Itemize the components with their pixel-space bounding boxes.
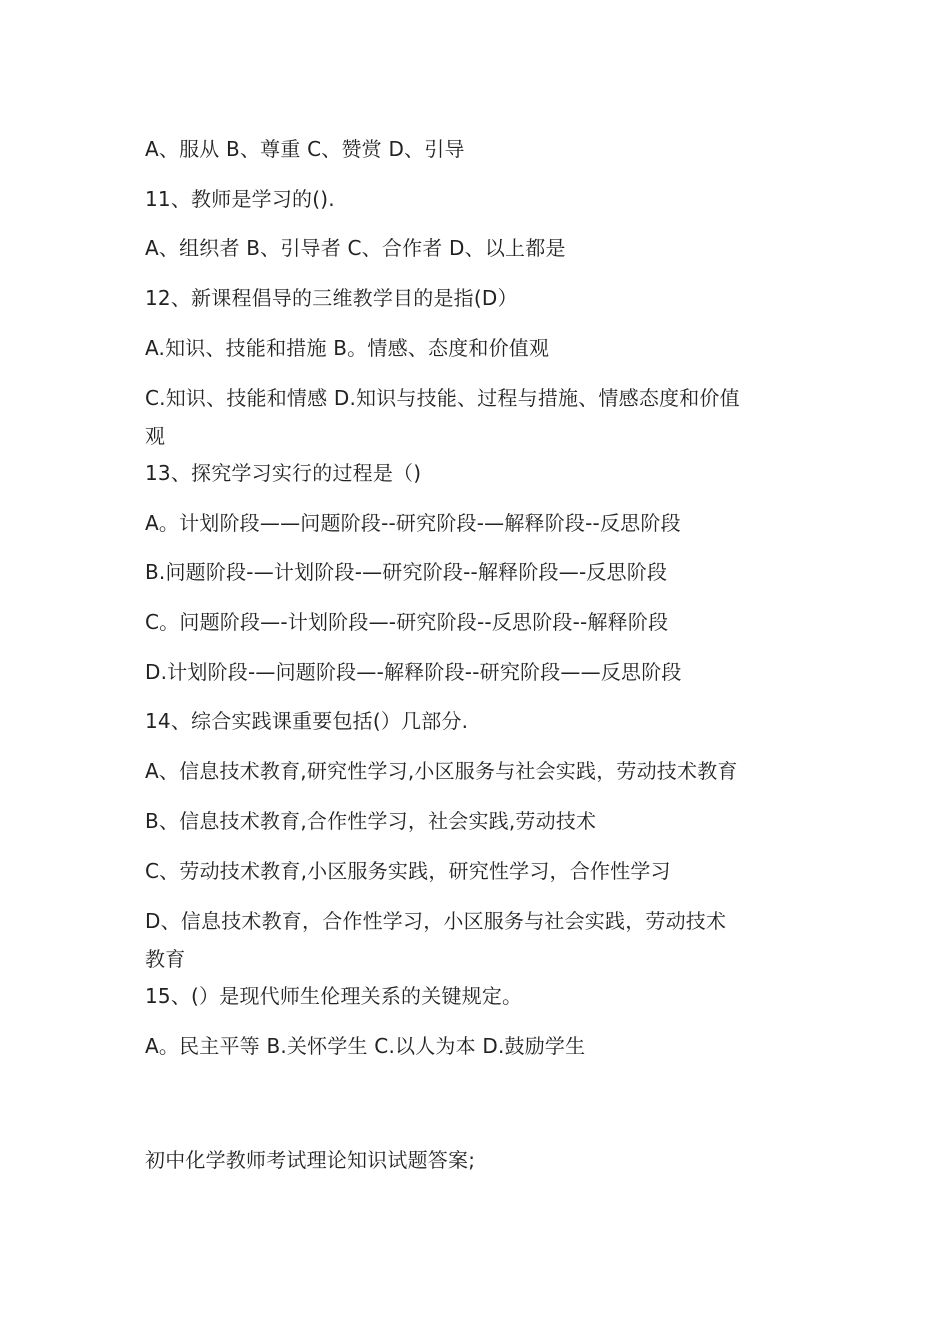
q10-options: A、服从 B、尊重 C、赞赏 D、引导 bbox=[145, 137, 465, 161]
q14-option-d: D、信息技术教育，合作性学习，小区服务与社会实践，劳动技术 bbox=[145, 909, 727, 933]
q15-options: A。民主平等 B.关怀学生 C.以人为本 D.鼓励学生 bbox=[145, 1034, 586, 1058]
q14-option-b: B、信息技术教育,合作性学习，社会实践,劳动技术 bbox=[145, 809, 597, 833]
q13-option-b: B.问题阶段-—计划阶段-—研究阶段--解释阶段—-反思阶段 bbox=[145, 560, 668, 584]
q12-options-cd: C.知识、技能和情感 D.知识与技能、过程与措施、情感态度和价值 bbox=[145, 386, 740, 410]
q13-option-c: C。问题阶段—-计划阶段—-研究阶段--反思阶段--解释阶段 bbox=[145, 610, 669, 634]
q14-option-d-continued: 教育 bbox=[145, 947, 186, 971]
q11-question: 11、教师是学习的(). bbox=[145, 187, 335, 211]
q15-question: 15、(）是现代师生伦理关系的关键规定。 bbox=[145, 984, 523, 1008]
q12-options-cd-continued: 观 bbox=[145, 424, 166, 448]
q13-option-a: A。计划阶段——问题阶段--研究阶段-—解释阶段--反思阶段 bbox=[145, 511, 681, 535]
q14-question: 14、综合实践课重要包括(）几部分. bbox=[145, 709, 469, 733]
q14-option-c: C、劳动技术教育,小区服务实践，研究性学习，合作性学习 bbox=[145, 859, 671, 883]
q12-options-ab: A.知识、技能和措施 B。情感、态度和价值观 bbox=[145, 336, 550, 360]
q12-question: 12、新课程倡导的三维教学目的是指(D） bbox=[145, 286, 518, 310]
q11-options: A、组织者 B、引导者 C、合作者 D、以上都是 bbox=[145, 236, 566, 260]
answers-heading: 初中化学教师考试理论知识试题答案; bbox=[145, 1148, 476, 1172]
q13-option-d: D.计划阶段-—问题阶段—-解释阶段--研究阶段——反思阶段 bbox=[145, 660, 682, 684]
q14-option-a: A、信息技术教育,研究性学习,小区服务与社会实践，劳动技术教育 bbox=[145, 759, 738, 783]
q13-question: 13、探究学习实行的过程是（) bbox=[145, 461, 422, 485]
